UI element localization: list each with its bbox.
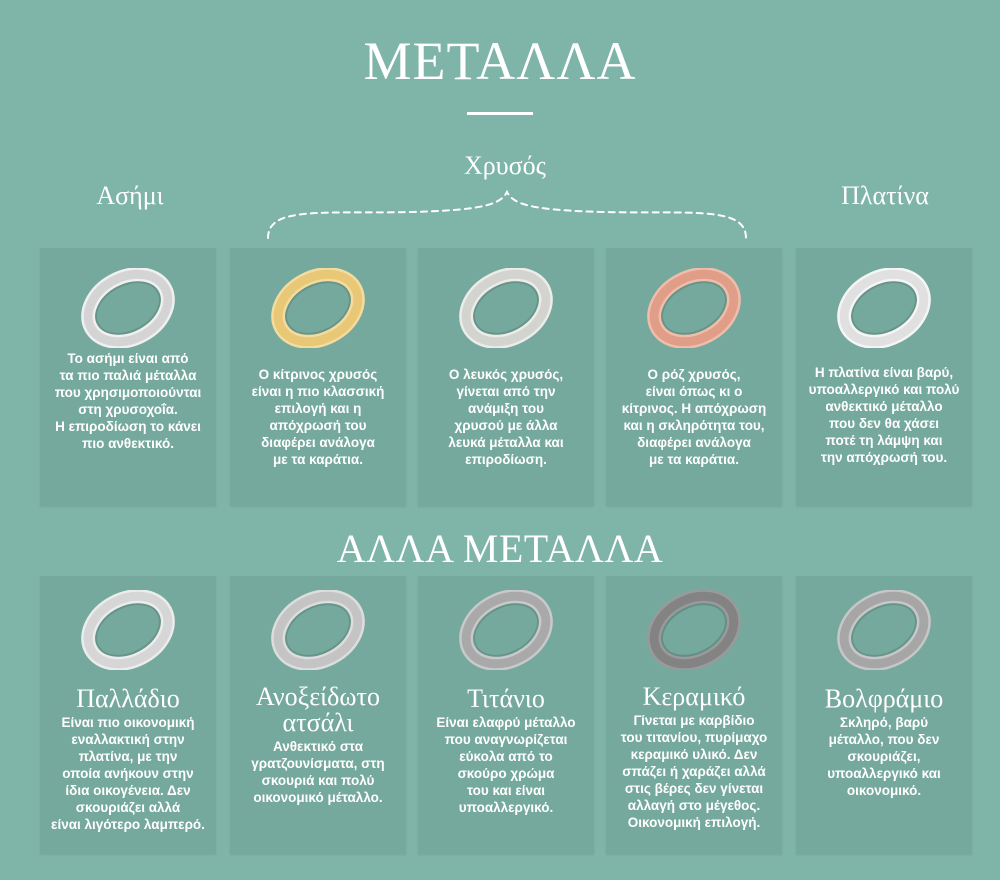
gold-group-brace [262, 188, 752, 240]
metal-card-platinum [796, 248, 972, 506]
metal-description: Γίνεται με καρβίδιο του τιτανίου, πυρίμαχο κεραμικό υλικό. Δεν σπάζει ή χαράζει αλλά στις βέρες δεν γίνεται αλλαγή στο μέγεθος. Οικονομική επιλογή. [620, 713, 768, 830]
ceramic-ring-icon [639, 590, 749, 670]
metal-card-titanium [418, 576, 594, 854]
title-divider [467, 112, 533, 115]
metal-card-white-gold [418, 248, 594, 506]
white-gold-ring-icon [451, 268, 561, 348]
metal-description: Ο λευκός χρυσός, γίνεται από την ανάμιξη του χρυσού με άλλα λευκά μέταλλα και επιροδίωση. [448, 367, 564, 467]
metal-description: Ανθεκτικό στα γρατζουνίσματα, στη σκουριά και πολύ οικονομικό μέταλλο. [251, 739, 385, 805]
metal-card-palladium [40, 576, 216, 854]
metal-card-yellow-gold [230, 248, 406, 506]
tungsten-ring-icon [829, 590, 939, 670]
titanium-ring-icon [451, 590, 561, 670]
metal-name: Ανοξείδωτο ατσάλι [256, 682, 380, 737]
metal-name: Κεραμικό [642, 682, 746, 711]
metal-card-ceramic [606, 576, 782, 854]
page-title: ΜΕΤΑΛΛΑ [363, 31, 637, 91]
metal-description: Είναι ελαφρύ μέταλλο που αναγνωρίζεται εύκολα από το σκούρο χρώμα του και είναι υποαλλεργικό. [436, 715, 576, 815]
metal-description: Η πλατίνα είναι βαρύ, υποαλλεργικό και πολύ ανθεκτικό μέταλλο που δεν θα χάσει ποτέ τη λάμψη και την απόχρωσή του. [808, 365, 960, 465]
metal-description: Το ασήμι είναι από τα πιο παλιά μέταλλα που χρησιμοποιούνται στη χρυσοχοΐα. Η επιροδίωση το κάνει πιο ανθεκτικό. [54, 351, 202, 451]
platinum-ring-icon [829, 268, 939, 348]
metal-card-silver [40, 248, 216, 506]
palladium-ring-icon [73, 590, 183, 670]
rose-gold-ring-icon [639, 268, 749, 348]
silver-label: Ασήμι [96, 181, 164, 210]
gold-label: Χρυσός [464, 151, 546, 180]
metal-description: Σκληρό, βαρύ μέταλλο, που δεν σκουριάζει, υποαλλεργικό και οικονομικό. [827, 715, 941, 798]
metal-card-stainless-steel [230, 576, 406, 854]
metal-description: Ο κίτρινος χρυσός είναι η πιο κλασσική επιλογή και η απόχρωσή του διαφέρει ανάλογα με τα καράτια. [251, 367, 385, 467]
yellow-gold-ring-icon [263, 268, 373, 348]
metal-card-rose-gold [606, 248, 782, 506]
metal-name: Παλλάδιο [76, 684, 180, 713]
metal-card-tungsten [796, 576, 972, 854]
metal-name: Βολφράμιο [824, 684, 944, 713]
section-title-other-metals: ΑΛΛΑ ΜΕΤΑΛΛΑ [336, 526, 664, 571]
stainless-steel-ring-icon [263, 590, 373, 670]
metal-description: Ο ρόζ χρυσός, είναι όπως κι ο κίτρινος. Η απόχρωση και η σκληρότητα του, διαφέρει ανάλογα με τα καράτια. [621, 367, 767, 467]
platinum-label: Πλατίνα [841, 181, 929, 210]
silver-ring-icon [73, 268, 183, 348]
metal-name: Τιτάνιο [467, 684, 545, 713]
metal-description: Είναι πιο οικονομική εναλλακτική στην πλατίνα, με την οποία ανήκουν στην ίδια οικογένεια. Δεν σκουριάζει αλλά είναι λιγότερο λαμπερό. [51, 715, 205, 832]
